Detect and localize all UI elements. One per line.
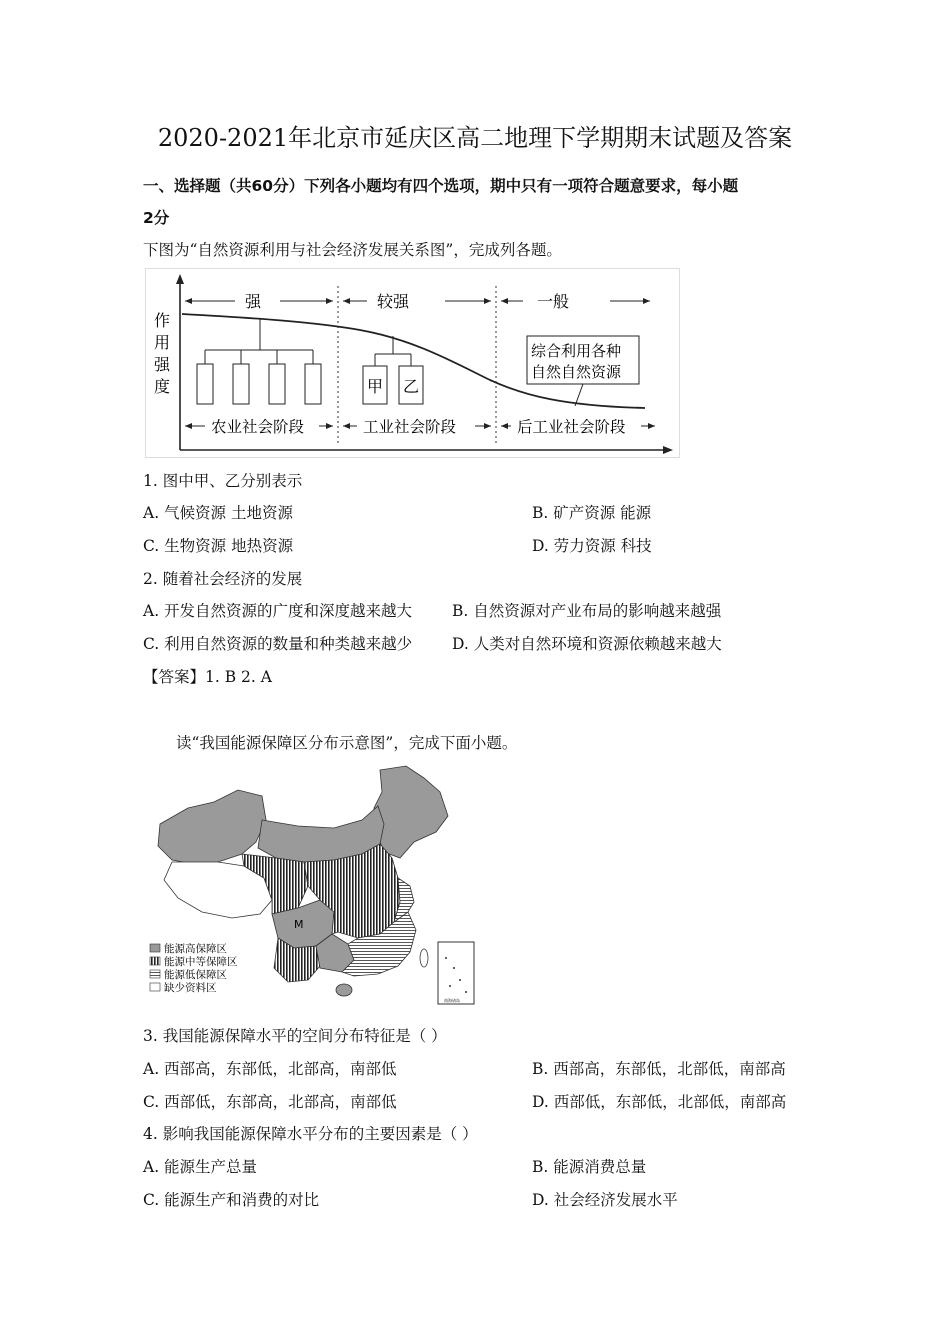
q4-option-a: A. 能源生产总量 [143, 1158, 258, 1176]
q1-option-b: B. 矿产资源 能源 [532, 504, 652, 522]
intro-text-1: 下图为“自然资源利用与社会经济发展关系图”，完成列各题。 [143, 241, 562, 259]
note-box-line2: 自然自然资源 [531, 363, 622, 381]
region-taiwan [420, 949, 428, 967]
region-high-hainan [336, 984, 352, 996]
q4-stem: 4. 影响我国能源保障水平分布的主要因素是（ ） [143, 1125, 478, 1143]
q3-stem: 3. 我国能源保障水平的空间分布特征是（ ） [143, 1027, 447, 1045]
region-high-xinjiang [158, 790, 266, 864]
intro-text-2: 读“我国能源保障区分布示意图”，完成下面小题。 [176, 734, 518, 752]
q2-option-c: C. 利用自然资源的数量和种类越来越少 [143, 635, 413, 653]
q3-option-b: B. 西部高，东部低，北部低，南部高 [532, 1060, 786, 1078]
q3-option-c: C. 西部低，东部高，北部高，南部低 [143, 1093, 397, 1111]
q2-stem: 2. 随着社会经济的发展 [143, 570, 303, 588]
y-axis-label-char: 作 [154, 311, 171, 330]
stage-label: 后工业社会阶段 [517, 418, 626, 436]
q1-option-d: D. 劳力资源 科技 [532, 537, 652, 555]
y-axis-label-char: 度 [154, 377, 171, 396]
phase-strength-label: 较强 [377, 292, 410, 311]
y-axis-label-char: 强 [154, 355, 171, 374]
section-heading-line2: 2分 [143, 209, 170, 227]
page-title: 2020-2021年北京市延庆区高二地理下学期期末试题及答案 [157, 124, 793, 152]
q3-option-a: A. 西部高，东部低，北部高，南部低 [143, 1060, 397, 1078]
south-sea-inset [438, 942, 474, 1004]
phase-strength-label: 一般 [537, 292, 570, 311]
q4-option-d: D. 社会经济发展水平 [532, 1191, 678, 1209]
q2-option-d: D. 人类对自然环境和资源依赖越来越大 [452, 635, 722, 653]
map-marker-m: M [294, 918, 304, 931]
inset-label: 南海诸岛 [444, 998, 460, 1003]
q1-stem: 1. 图中甲、乙分别表示 [143, 472, 303, 490]
q2-option-b: B. 自然资源对产业布局的影响越来越强 [452, 602, 722, 620]
stage-label: 工业社会阶段 [363, 418, 457, 436]
q3-option-d: D. 西部低，东部低，北部低，南部高 [532, 1093, 787, 1111]
stage-label: 农业社会阶段 [211, 418, 305, 436]
box-jia-label: 甲 [367, 377, 384, 396]
q2-option-a: A. 开发自然资源的广度和深度越来越大 [143, 602, 413, 620]
box-yi-label: 乙 [403, 377, 420, 396]
phase-strength-label: 强 [245, 292, 262, 311]
y-axis-label-char: 用 [154, 333, 171, 352]
q4-option-c: C. 能源生产和消费的对比 [143, 1191, 320, 1209]
note-box-line1: 综合利用各种 [531, 342, 622, 360]
energy-security-map [148, 762, 478, 1007]
q1-option-a: A. 气候资源 土地资源 [143, 504, 293, 522]
region-high-northeast [374, 766, 448, 858]
q1-option-c: C. 生物资源 地热资源 [143, 537, 294, 555]
legend-item: 缺少资料区 [164, 982, 217, 994]
resource-development-diagram [145, 268, 680, 458]
section-heading-line1: 一、选择题（共60分）下列各小题均有四个选项，期中只有一项符合题意要求，每小题 [143, 177, 739, 195]
answer-line: 【答案】1. B 2. A [143, 668, 272, 686]
legend-item: 能源高保障区 [164, 943, 227, 955]
legend-item: 能源低保障区 [164, 969, 227, 981]
legend-item: 能源中等保障区 [164, 956, 238, 968]
q4-option-b: B. 能源消费总量 [532, 1158, 647, 1176]
